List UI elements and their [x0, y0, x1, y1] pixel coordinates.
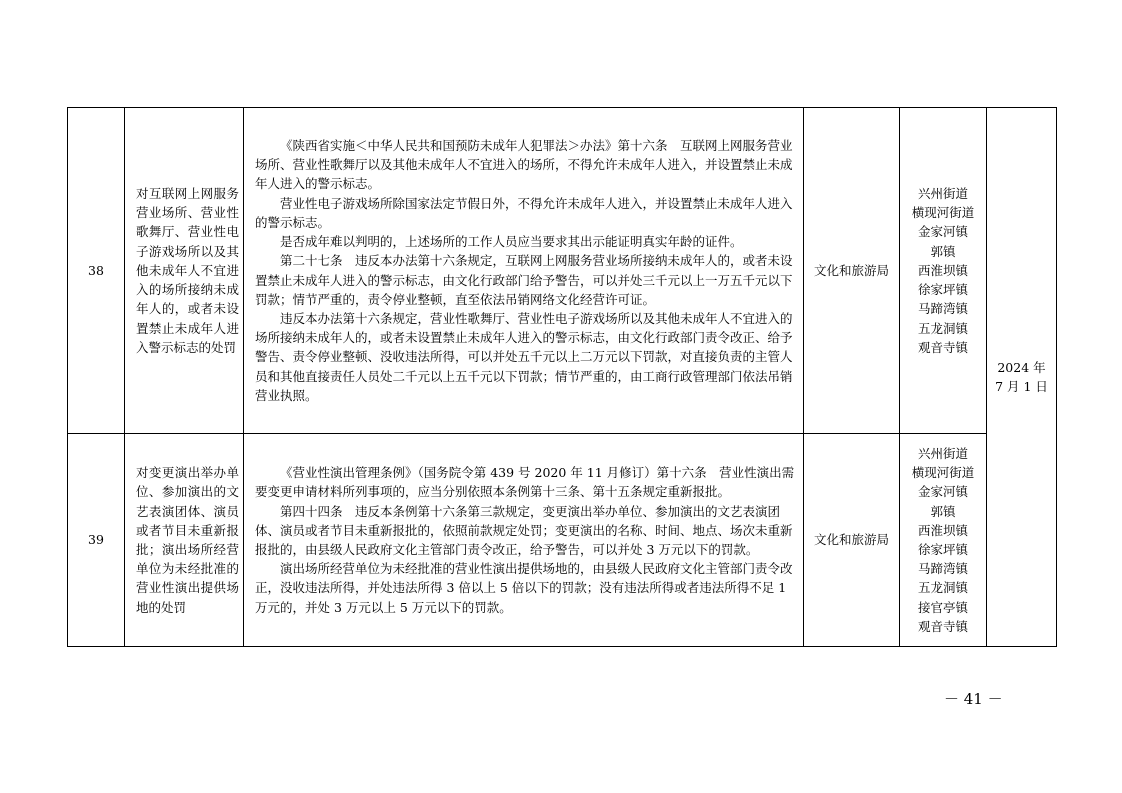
area-item: 徐家坪镇: [917, 542, 968, 557]
penalty-item: [125, 108, 244, 434]
date-line-1: 2024 年: [997, 359, 1046, 375]
area-item: 兴州街道: [917, 186, 968, 202]
area-item: 西淮坝镇: [917, 522, 968, 538]
area-item: 徐家坪镇: [917, 282, 968, 298]
penalty-item: [125, 434, 244, 647]
area-item: 横现河街道: [911, 205, 975, 221]
legal-basis: [244, 434, 804, 647]
area-item: 横现河街道: [911, 465, 975, 481]
area-item: 马蹄湾镇: [917, 561, 968, 577]
department: 文化和旅游局: [804, 434, 900, 647]
area-item: 五龙洞镇: [917, 580, 968, 596]
row-number: 38: [68, 108, 125, 434]
penalty-item-text: 对变更演出举办单位、参加演出的文艺表演团体、演员或者节目未重新报批；演出场所经营单位为未经批准的营业性演出提供场地的处罚: [136, 465, 239, 615]
basis-paragraph: 演出场所经营单位为未经批准的营业性演出提供场地的，由县级人民政府文化主管部门责令改正，没收违法所得，并处违法所得 3 倍以上 5 倍以下的罚款；没有违法所得或者违法所得不足 1 万元的，并处 3 万元以上 5 万元以下的罚款。: [255, 561, 793, 615]
table-row: [68, 434, 1057, 647]
basis-paragraph: 违反本办法第十六条规定，营业性歌舞厅、营业性电子游戏场所以及其他未成年人不宜进入的场所接纳未成年人的，或者未设置禁止未成年人进入的警示标志，由文化行政部门责令改正、给予警告、责令停业整顿、没收违法所得，可以并处五千元以上二万元以下罚款，对直接负责的主管人员和其他直接责任人员处二千元以上五千元以下罚款；情节严重的，由工商行政管理部门依法吊销营业执照。: [255, 310, 793, 403]
area-item: 接官亭镇: [917, 599, 968, 615]
implementing-areas: [900, 108, 987, 434]
date-line-2: 7 月 1 日: [995, 379, 1048, 394]
page-number: － 41 －: [944, 690, 1003, 708]
legal-basis: [244, 108, 804, 434]
area-item: 金家河镇: [917, 484, 968, 500]
department: 文化和旅游局: [804, 108, 900, 434]
implementing-areas: [900, 434, 987, 647]
area-item: 兴州街道: [917, 445, 968, 461]
basis-paragraph: 《营业性演出管理条例》（国务院令第 439 号 2020 年 11 月修订）第十六条 营业性演出需要变更申请材料所列事项的，应当分别依照本条例第十三条、第十五条规定重新报批。: [255, 465, 795, 500]
area-item: 五龙洞镇: [917, 320, 968, 336]
area-item: 观音寺镇: [917, 339, 968, 355]
basis-paragraph: 《陕西省实施＜中华人民共和国预防未成年人犯罪法＞办法》第十六条 互联网上网服务营业场所、营业性歌舞厅以及其他未成年人不宜进入的场所，不得允许未成年人进入，并设置禁止未成年人进入的警示标志。: [255, 138, 793, 192]
basis-paragraph: 营业性电子游戏场所除国家法定节假日外，不得允许未成年人进入，并设置禁止未成年人进入的警示标志。: [255, 195, 793, 230]
area-item: 郭镇: [930, 243, 956, 259]
area-item: 马蹄湾镇: [917, 301, 968, 317]
effective-date: [987, 108, 1057, 647]
area-item: 金家河镇: [917, 224, 968, 240]
basis-paragraph: 是否成年难以判明的，上述场所的工作人员应当要求其出示能证明真实年龄的证件。: [280, 234, 743, 250]
basis-paragraph: 第四十四条 违反本条例第十六条第三款规定，变更演出举办单位、参加演出的文艺表演团体、演员或者节目未重新报批的，依照前款规定处罚；变更演出的名称、时间、地点、场次未重新报批的，由县级人民政府文化主管部门责令改正，给予警告，可以并处 3 万元以下的罚款。: [255, 503, 793, 557]
area-item: 观音寺镇: [917, 618, 968, 634]
area-item: 西淮坝镇: [917, 262, 968, 278]
area-item: 郭镇: [930, 503, 956, 519]
penalty-item-text: 对互联网上网服务营业场所、营业性歌舞厅、营业性电子游戏场所以及其他未成年人不宜进入的场所接纳未成年人的，或者未设置禁止未成年人进入警示标志的处罚: [136, 186, 239, 355]
table-row: [68, 108, 1057, 434]
basis-paragraph: 第二十七条 违反本办法第十六条规定，互联网上网服务营业场所接纳未成年人的，或者未设置禁止未成年人进入的警示标志，由文化行政部门给予警告，可以并处三千元以上一万五千元以下罚款；情节严重的，责令停业整顿，直至依法吊销网络文化经营许可证。: [255, 253, 793, 307]
row-number: 39: [68, 434, 125, 647]
regulation-table: [67, 107, 1057, 647]
